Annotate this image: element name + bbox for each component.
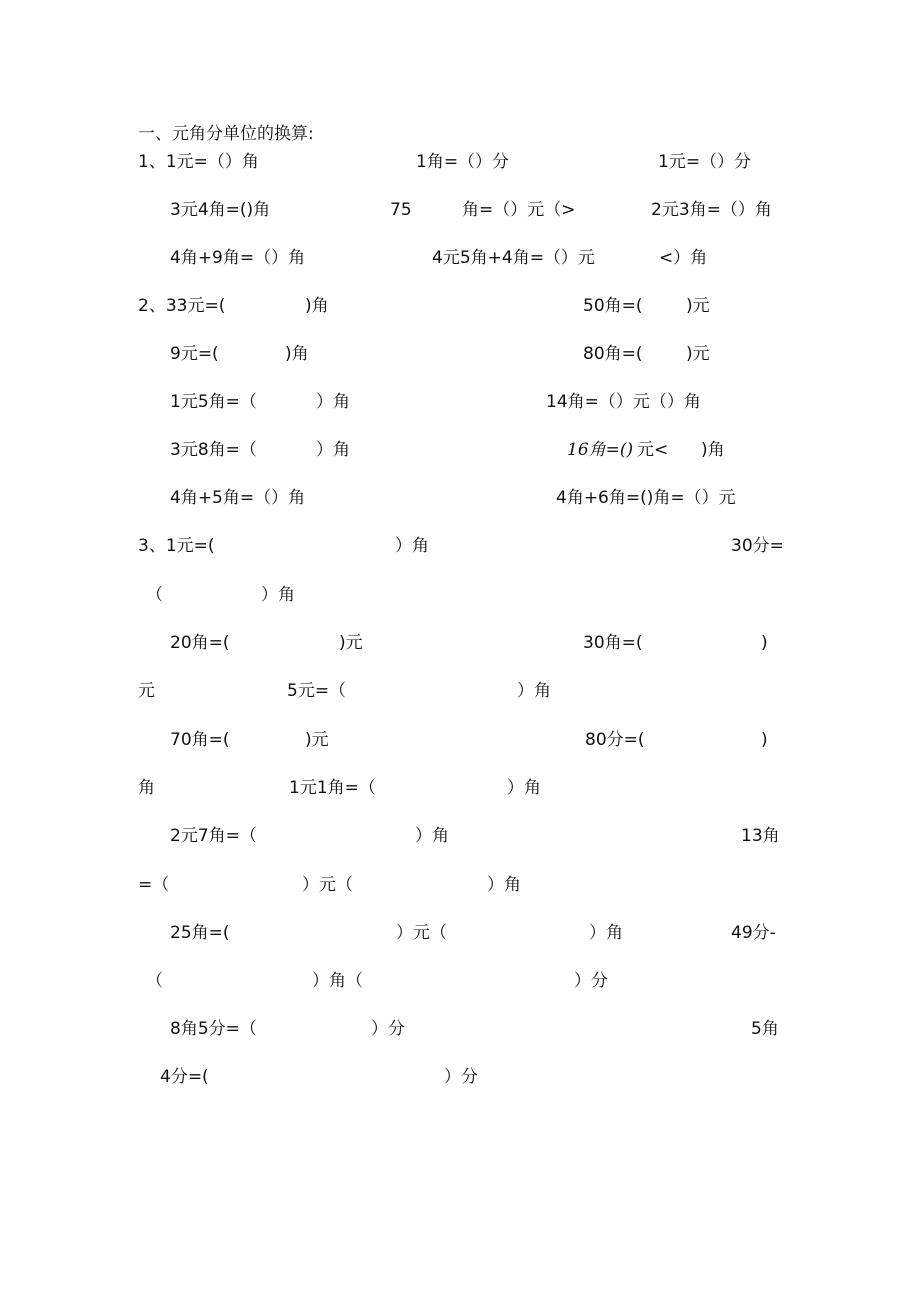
problem: 5元=（ (287, 681, 347, 701)
problem: )角 (285, 344, 309, 364)
problem: 3、1元=( (138, 536, 215, 556)
problem: 20角=( (170, 633, 230, 653)
problem: ) (761, 730, 768, 750)
problem: ）角 (316, 440, 350, 460)
problem: 80角=( (583, 344, 643, 364)
problem: 元< (637, 440, 669, 460)
problem: ）分 (444, 1067, 478, 1087)
problem: 1角=（）分 (416, 152, 510, 172)
problem: 3元8角=（ (170, 440, 257, 460)
problem: 49分- (731, 923, 776, 943)
problem: 2元3角=（）角 (651, 200, 772, 220)
problem: 30角=( (583, 633, 643, 653)
problem: )元 (686, 296, 710, 316)
problem: ) (761, 633, 768, 653)
problem: ）元（ (302, 875, 353, 895)
problem: 4角+9角=（）角 (170, 248, 306, 268)
problem: 2、33元=( (138, 296, 226, 316)
problem: )元 (305, 730, 329, 750)
problem: 4角+6角=()角=（）元 (556, 488, 736, 508)
problem: 5角 (751, 1019, 779, 1039)
problem: 4角+5角=（）角 (170, 488, 306, 508)
problem: ）角 (507, 778, 541, 798)
problem: )角 (701, 440, 725, 460)
problem: ）角 (517, 681, 551, 701)
problem: 25角=( (170, 923, 230, 943)
problem: ）角 (589, 923, 623, 943)
problem: （ (146, 585, 163, 605)
problem: 元 (138, 681, 155, 701)
problem: 16角=() (567, 440, 634, 460)
problem: ）角 (316, 392, 350, 412)
problem: =（ (138, 875, 170, 895)
problem: 角=（）元（> (462, 200, 576, 220)
problem: )元 (686, 344, 710, 364)
problem: )角 (305, 296, 329, 316)
problem: ）分 (574, 971, 608, 991)
problem: 2元7角=（ (170, 826, 257, 846)
problem: 30分= (731, 536, 784, 556)
problem: <）角 (659, 248, 708, 268)
problem: 4元5角+4角=（）元 (432, 248, 595, 268)
problem: 70角=( (170, 730, 230, 750)
problem: 75 (390, 200, 412, 220)
problem: ）分 (371, 1019, 405, 1039)
problem: （ (146, 971, 163, 991)
problem: 1、1元=（）角 (138, 152, 259, 172)
problem: 9元=( (170, 344, 219, 364)
problem: 8角5分=（ (170, 1019, 257, 1039)
problem: ）角 (261, 585, 295, 605)
problem: 1元=（）分 (658, 152, 752, 172)
worksheet-title: 一、元角分单位的换算: (138, 124, 314, 144)
problem: 50角=( (583, 296, 643, 316)
problem: ）角 (415, 826, 449, 846)
problem: 3元4角=()角 (170, 200, 271, 220)
problem: ）元（ (396, 923, 447, 943)
problem: )元 (339, 633, 363, 653)
problem: 13角 (741, 826, 780, 846)
problem: 1元5角=（ (170, 392, 257, 412)
problem: 4分=( (160, 1067, 209, 1087)
problem: 14角=（）元（）角 (546, 392, 701, 412)
problem: ）角 (395, 536, 429, 556)
problem: ）角 (487, 875, 521, 895)
problem: ）角（ (312, 971, 363, 991)
problem: 角 (138, 778, 155, 798)
problem: 80分=( (585, 730, 645, 750)
problem: 1元1角=（ (289, 778, 376, 798)
